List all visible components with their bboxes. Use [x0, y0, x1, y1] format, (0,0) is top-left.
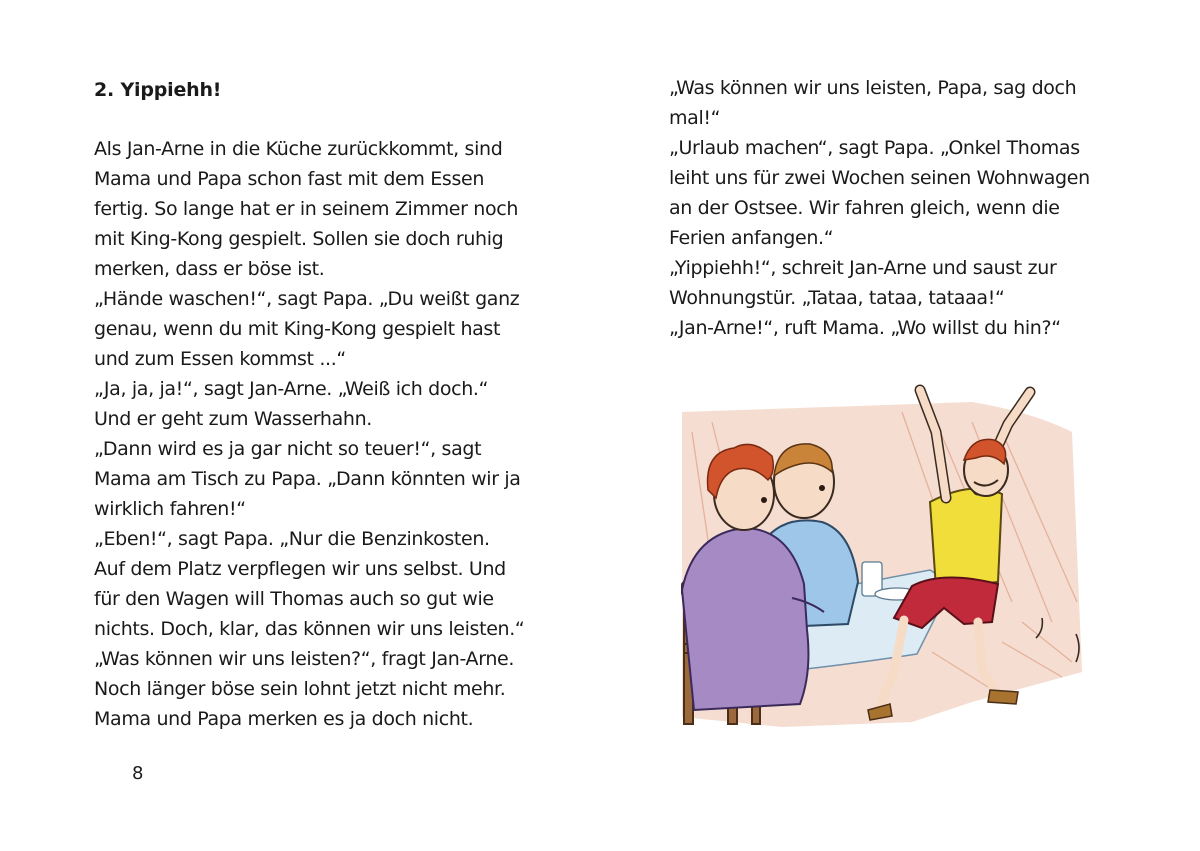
text-line: Mama und Papa schon fast mit dem Essen [94, 168, 485, 190]
left-page-text [94, 134, 524, 734]
text-line: „Yippiehh!“, schreit Jan-Arne und saust zur [669, 257, 1057, 279]
text-line: „Was können wir uns leisten, Papa, sag doch [669, 77, 1077, 99]
text-line: „Jan-Arne!“, ruft Mama. „Wo willst du hin?“ [669, 317, 1061, 339]
text-line: mit King-Kong gespielt. Sollen sie doch ruhig [94, 228, 504, 250]
story-illustration [672, 372, 1092, 730]
text-line: nichts. Doch, klar, das können wir uns leisten.“ [94, 618, 525, 640]
chapter-title: 2. Yippiehh! [94, 79, 222, 101]
text-line: Wohnungstür. „Tataa, tataa, tataaa!“ [669, 287, 1005, 309]
text-line: mal!“ [669, 107, 721, 129]
text-line: „Eben!“, sagt Papa. „Nur die Benzinkosten. [94, 528, 490, 550]
text-line: Mama und Papa merken es ja doch nicht. [94, 708, 474, 730]
text-line: genau, wenn du mit King-Kong gespielt hast [94, 318, 501, 340]
text-line: „Hände waschen!“, sagt Papa. „Du weißt ganz [94, 288, 520, 310]
text-line: merken, dass er böse ist. [94, 258, 325, 280]
text-line: Mama am Tisch zu Papa. „Dann könnten wir ja [94, 468, 521, 490]
text-line: „Dann wird es ja gar nicht so teuer!“, sagt [94, 438, 482, 460]
text-line: fertig. So lange hat er in seinem Zimmer noch [94, 198, 519, 220]
page-number: 8 [132, 763, 144, 784]
text-line: und zum Essen kommst ...“ [94, 348, 346, 370]
text-line: wirklich fahren!“ [94, 498, 246, 520]
right-page [600, 0, 1200, 851]
text-line: an der Ostsee. Wir fahren gleich, wenn die [669, 197, 1060, 219]
text-line: Auf dem Platz verpflegen wir uns selbst. Und [94, 558, 506, 580]
text-line: Noch länger böse sein lohnt jetzt nicht mehr. [94, 678, 506, 700]
text-line: „Was können wir uns leisten?“, fragt Jan-Arne. [94, 648, 515, 670]
text-line: Ferien anfangen.“ [669, 227, 834, 249]
text-line: leiht uns für zwei Wochen seinen Wohnwagen [669, 167, 1090, 189]
text-line: „Ja, ja, ja!“, sagt Jan-Arne. „Weiß ich doch.“ [94, 378, 489, 400]
text-line: „Urlaub machen“, sagt Papa. „Onkel Thomas [669, 137, 1080, 159]
text-line: für den Wagen will Thomas auch so gut wie [94, 588, 494, 610]
text-line: Als Jan-Arne in die Küche zurückkommt, sind [94, 138, 503, 160]
right-page-text [669, 73, 1090, 343]
text-line: Und er geht zum Wasserhahn. [94, 408, 372, 430]
